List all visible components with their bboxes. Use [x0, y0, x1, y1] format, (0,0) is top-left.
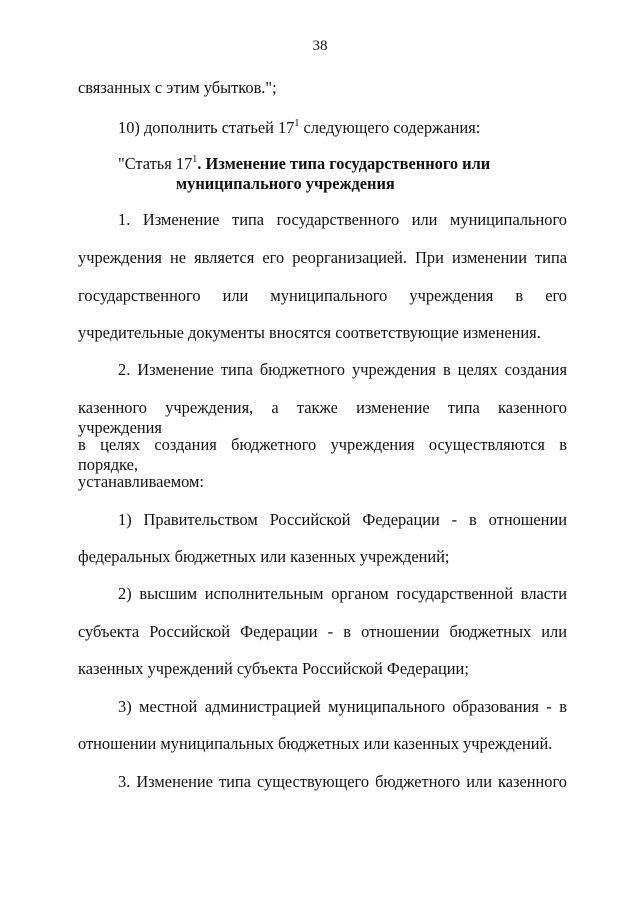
text-line: 2. Изменение типа бюджетного учреждения в целях создания: [118, 360, 567, 379]
text-fragment: 10) дополнить статьей 17: [118, 118, 295, 137]
text-line: 1) Правительством Российской Федерации - в отношении: [118, 510, 567, 529]
superscript: 1: [294, 118, 300, 129]
text-line: 3) местной администрацией муниципального образования - в: [118, 697, 567, 716]
text-line: устанавливаемом:: [78, 472, 204, 491]
heading-label: "Статья 17: [118, 154, 193, 173]
text-line: казенного учреждения, а также изменение типа казенного учреждения: [78, 398, 567, 437]
page-number: 38: [312, 38, 328, 54]
text-line: 1. Изменение типа государственного или муниципального: [118, 210, 567, 229]
heading-dot: .: [197, 154, 206, 173]
text-line: субъекта Российской Федерации - в отношении бюджетных или: [78, 622, 567, 641]
text-line: казенных учреждений субъекта Российской Федерации;: [78, 659, 469, 678]
text-line: учреждения не является его реорганизацией. При изменении типа: [78, 248, 567, 267]
text-fragment: следующего содержания:: [299, 118, 481, 137]
heading-title: Изменение типа государственного или: [205, 154, 491, 173]
text-line: 2) высшим исполнительным органом государственной власти: [118, 584, 567, 603]
text-line: государственного или муниципального учреждения в его: [78, 286, 567, 305]
text-line: связанных с этим убытков.";: [78, 78, 277, 97]
text-line: учредительные документы вносятся соответствующие изменения.: [78, 323, 541, 342]
text-line: 3. Изменение типа существующего бюджетного или казенного: [118, 772, 567, 791]
article-heading: [118, 154, 490, 174]
article-heading-continuation: муниципального учреждения: [176, 174, 395, 193]
text-line: в целях создания бюджетного учреждения осуществляются в порядке,: [78, 435, 567, 474]
text-line: федеральных бюджетных или казенных учреждений;: [78, 547, 450, 566]
text-line: [118, 118, 480, 138]
superscript: 1: [192, 154, 198, 165]
text-line: отношении муниципальных бюджетных или казенных учреждений.: [78, 734, 553, 753]
